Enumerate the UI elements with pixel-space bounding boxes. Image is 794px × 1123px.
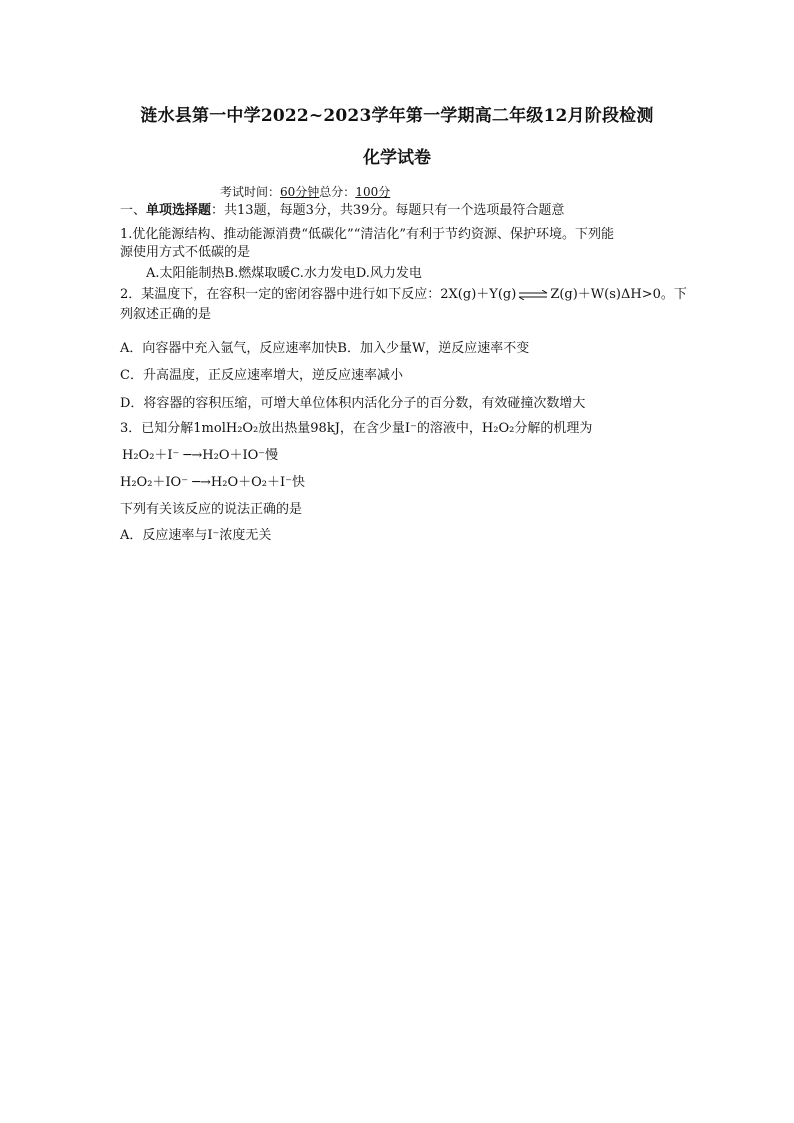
q2-option-a-text: A．向容器中充入氩气，反应速率加快B．加入少量W，逆反应速率不变: [120, 341, 530, 356]
q3-mech1-text: H₂O₂＋I⁻ ─→H₂O＋IO⁻慢: [122, 448, 279, 463]
q2-line1-pre: 2．某温度下，在容积一定的密闭容器中进行如下反应：2X(g)＋Y(g): [120, 287, 517, 302]
page-title: [0, 108, 794, 124]
time-label: 考试时间：: [220, 185, 281, 199]
q2-option-c: [120, 368, 403, 384]
q2-line2: [120, 307, 211, 323]
q1-line1-text: 1.优化能源结构、推动能源消费“低碳化”“清洁化”有利于节约资源、保护环境。下列能: [120, 227, 614, 242]
q3-line1-text: 3．已知分解1molH₂O₂放出热量98kJ，在含少量I⁻的溶液中，H₂O₂分解的机理为: [120, 421, 593, 436]
q2-option-d-text: D．将容器的容积压缩，可增大单位体积内活化分子的百分数，有效碰撞次数增大: [120, 396, 586, 411]
q3-option-a-text: A．反应速率与I⁻浓度无关: [120, 528, 272, 543]
q2-line1-post: Z(g)＋W(s)ΔH>0。下: [550, 287, 687, 302]
section-heading-rest: ：共13题，每题3分，共39分。每题只有一个选项最符合题意: [211, 203, 565, 218]
page-subtitle-text: 化学试卷: [363, 148, 431, 168]
time-value: 60分钟: [280, 185, 320, 199]
q3-question: [120, 502, 302, 518]
section-heading: [120, 203, 564, 219]
q2-line2-text: 列叙述正确的是: [120, 307, 212, 322]
q3-option-a: [120, 528, 271, 544]
q1-options: [146, 266, 422, 282]
q1-line2-text: 源使用方式不低碳的是: [120, 245, 251, 260]
score-value: 100分: [355, 185, 391, 199]
q3-line1: [120, 421, 592, 437]
exam-info: [220, 184, 390, 200]
page-subtitle: [0, 150, 794, 166]
q2-option-c-text: C．升高温度，正反应速率增大，逆反应速率减小: [120, 368, 403, 383]
page-title-text: 涟水县第一中学2022~2023学年第一学期高二年级12月阶段检测: [140, 106, 654, 126]
q2-option-d: [120, 396, 585, 412]
q3-question-text: 下列有关该反应的说法正确的是: [120, 502, 303, 517]
q3-mechanism-step1: [122, 448, 278, 464]
score-label: 总分：: [319, 185, 356, 199]
q2-option-a: [120, 341, 529, 357]
section-heading-prefix: 一、: [120, 203, 147, 218]
q3-mechanism-step2: [120, 475, 305, 491]
q1-options-text: A.太阳能制热B.燃煤取暖C.水力发电D.风力发电: [146, 266, 422, 281]
q3-mech2-text: H₂O₂＋IO⁻ ─→H₂O＋O₂＋I⁻快: [120, 475, 305, 490]
equilibrium-arrow-icon: [518, 290, 548, 300]
q1-line1: [120, 227, 614, 243]
q2-line1: [120, 287, 687, 303]
section-heading-bold: 单项选择题: [146, 203, 212, 218]
q1-line2: [120, 245, 250, 261]
